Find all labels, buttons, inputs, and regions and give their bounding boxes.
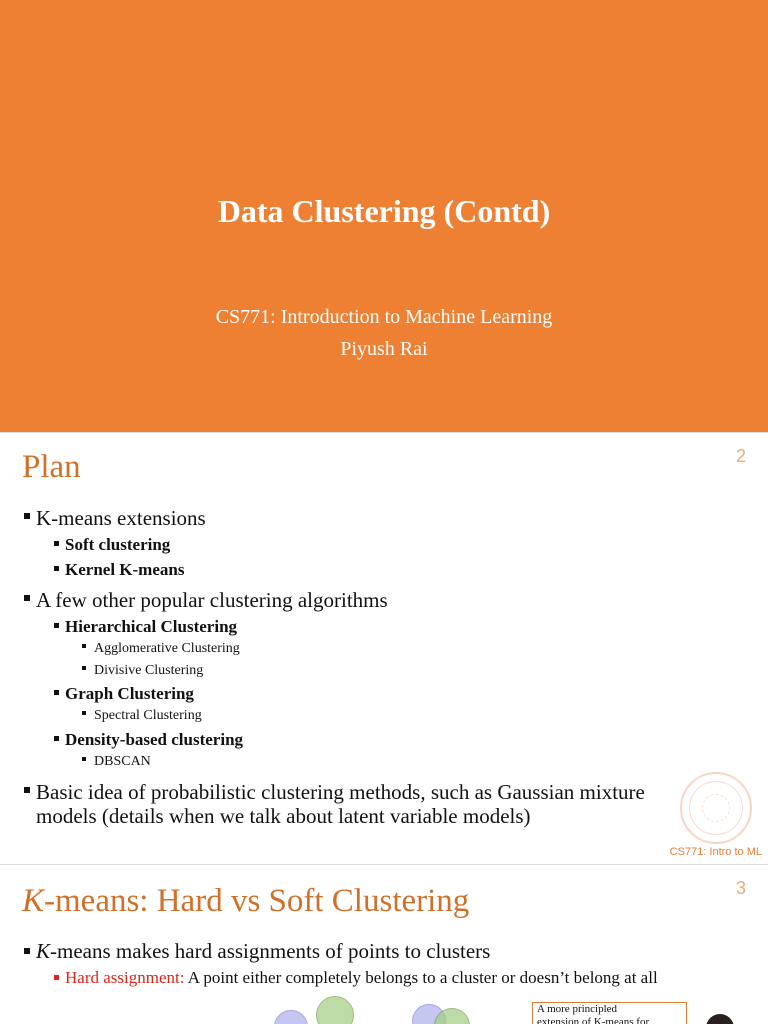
list-item: Kernel K-means — [54, 560, 184, 580]
list-item: Agglomerative Clustering — [82, 641, 240, 657]
bullet-icon — [82, 644, 86, 648]
slide-number: 3 — [735, 878, 746, 898]
list-item-continuation: models (details when we talk about latent variable models) — [36, 804, 531, 828]
deck-title: Data Clustering (Contd) — [217, 193, 551, 229]
bullet-icon — [82, 757, 86, 761]
bullet-icon — [24, 595, 30, 601]
callout-box: A more principled extension of K-means for — [532, 1002, 687, 1024]
slide-heading: Plan — [22, 449, 81, 485]
list-item: Soft clustering — [54, 535, 170, 555]
slide-heading: K-means: Hard vs Soft Clustering — [22, 883, 470, 919]
list-item: K-means extensions — [24, 506, 206, 531]
bullet-icon — [54, 975, 59, 980]
bullet-icon — [24, 948, 30, 954]
slide-number: 2 — [735, 446, 746, 466]
list-item: Graph Clustering — [54, 684, 194, 704]
course-name: CS771: Introduction to Machine Learning — [215, 306, 553, 328]
bullet-icon — [54, 736, 59, 741]
bullet-icon — [54, 541, 59, 546]
list-item: A few other popular clustering algorithms — [24, 588, 388, 613]
list-item: DBSCAN — [82, 754, 151, 770]
list-item: Basic idea of probabilistic clustering methods, such as Gaussian mixture — [24, 780, 645, 805]
author-name: Piyush Rai — [340, 338, 428, 360]
bullet-icon — [24, 513, 30, 519]
bullet-icon — [54, 566, 59, 571]
highlight-label: Hard assignment: — [65, 968, 185, 987]
list-item: Hierarchical Clustering — [54, 617, 237, 637]
list-item: Spectral Clustering — [82, 708, 202, 724]
slide-footer: CS771: Intro to ML — [669, 846, 762, 858]
list-item: Divisive Clustering — [82, 663, 203, 679]
bullet-icon — [24, 787, 30, 793]
institute-seal-icon — [680, 772, 752, 844]
title-slide — [0, 0, 768, 432]
list-item: K-means makes hard assignments of points to clusters — [24, 939, 490, 964]
bullet-icon — [82, 711, 86, 715]
list-item: Density-based clustering — [54, 730, 243, 750]
list-item: Hard assignment: A point either completely belongs to a cluster or doesn’t belong at all — [54, 968, 658, 988]
bullet-icon — [54, 690, 59, 695]
bullet-icon — [54, 623, 59, 628]
bullet-icon — [82, 666, 86, 670]
